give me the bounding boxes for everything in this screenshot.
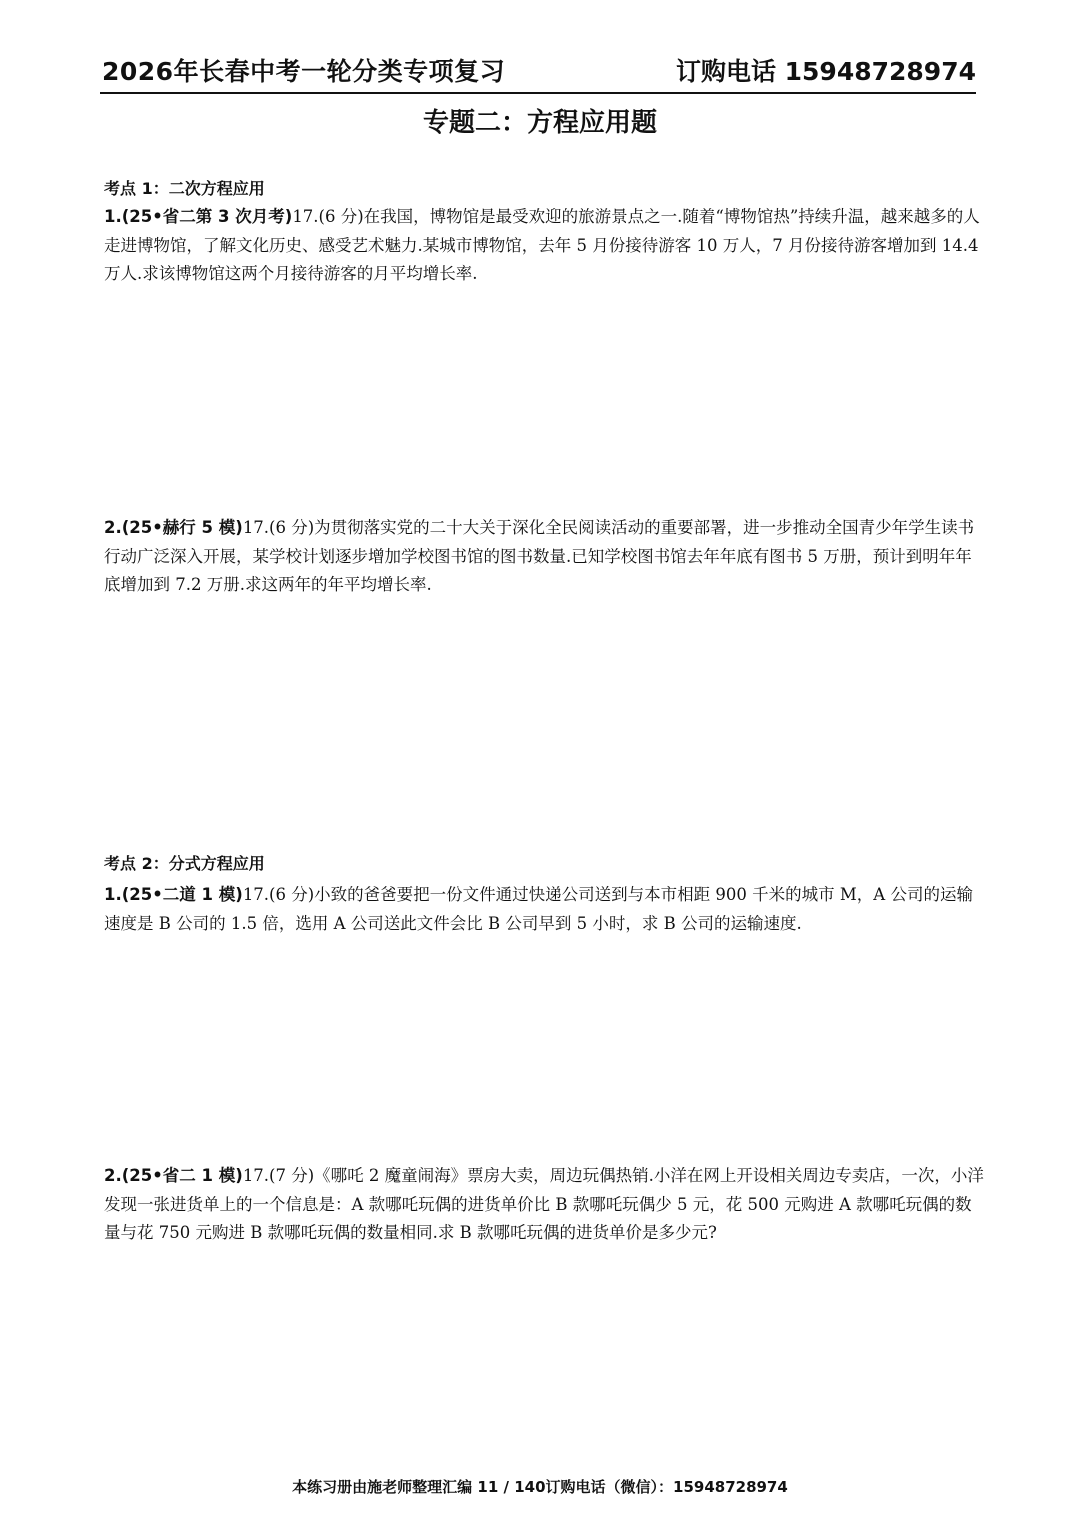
question-source: 1.(25•二道 1 模) [104, 885, 243, 904]
question-1-1 [104, 203, 984, 289]
question-2-2 [104, 1162, 984, 1248]
header-phone: 订购电话 15948728974 [675, 57, 976, 86]
question-source: 1.(25•省二第 3 次月考) [104, 207, 293, 226]
question-text: 17.(6 分)在我国，博物馆是最受欢迎的旅游景点之一.随着“博物馆热”持续升温，越来越多的人走进博物馆，了解文化历史、感受艺术魅力.某城市博物馆，去年 5 月份接待游客 10 万人，7 月份接待游客增加到 14.4 万人.求该博物馆这两个月接待游客的月平均增长率. [104, 207, 980, 283]
section-title-1: 考点 1：二次方程应用 [104, 179, 265, 198]
page-title: 专题二：方程应用题 [422, 108, 657, 138]
section-title-2: 考点 2：分式方程应用 [104, 854, 265, 873]
question-text: 17.(6 分)小致的爸爸要把一份文件通过快递公司送到与本市相距 900 千米的城市 M，A 公司的运输速度是 B 公司的 1.5 倍，选用 A 公司送此文件会比 B 公司早到 5 小时，求 B 公司的运输速度. [104, 885, 973, 933]
page-header [100, 52, 976, 94]
question-text: 17.(6 分)为贯彻落实党的二十大关于深化全民阅读活动的重要部署，进一步推动全国青少年学生读书行动广泛深入开展，某学校计划逐步增加学校图书馆的图书数量.已知学校图书馆去年年底有图书 5 万册，预计到明年年底增加到 7.2 万册.求这两年的年平均增长率. [104, 518, 975, 594]
header-title: 2026年长春中考一轮分类专项复习 [102, 57, 506, 86]
question-text: 17.(7 分)《哪吒 2 魔童闹海》票房大卖，周边玩偶热销.小洋在网上开设相关周边专卖店，一次，小洋发现一张进货单上的一个信息是：A 款哪吒玩偶的进货单价比 B 款哪吒玩偶少 5 元，花 500 元购进 A 款哪吒玩偶的数量与花 750 元购进 B 款哪吒玩偶的数量相同.求 B 款哪吒玩偶的进货单价是多少元? [104, 1166, 984, 1242]
page-footer: 本练习册由施老师整理汇编 11 / 140订购电话（微信）：15948728974 [292, 1478, 788, 1496]
question-source: 2.(25•赫行 5 模) [104, 518, 243, 537]
question-1-2 [104, 514, 984, 600]
question-source: 2.(25•省二 1 模) [104, 1166, 243, 1185]
question-2-1 [104, 881, 984, 938]
